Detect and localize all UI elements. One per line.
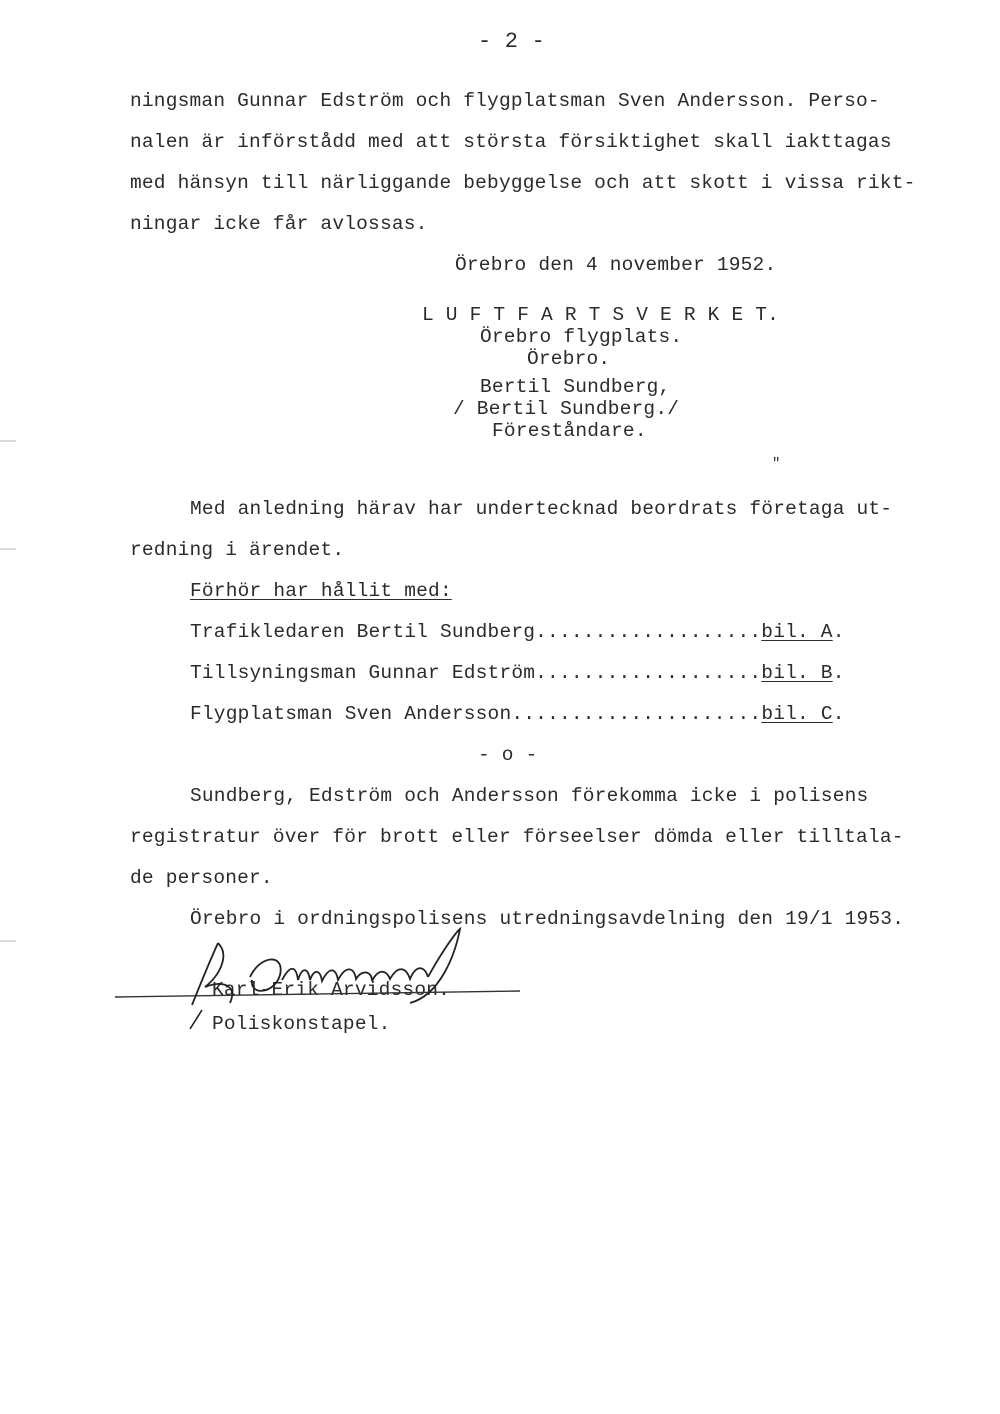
- sender-unit: Örebro flygplats.: [480, 326, 683, 348]
- interview-row: [190, 661, 845, 685]
- signatory-title: Poliskonstapel.: [212, 1013, 391, 1035]
- interview-ref: bil. C: [761, 703, 833, 725]
- signatory-name: Karl-Erik Arvidsson.: [212, 979, 451, 1001]
- interview-row: [190, 702, 845, 726]
- punch-hole-mark: [0, 548, 16, 550]
- interviews-heading: Förhör har hållit med:: [190, 580, 452, 602]
- paragraph-1-line-2: nalen är införstådd med att största försiktighet skall iakttagas: [130, 131, 892, 153]
- handwritten-signature: [110, 925, 540, 1035]
- sender-name: Bertil Sundberg,: [480, 376, 671, 398]
- closing-mark: ": [772, 456, 781, 472]
- interview-dots: ...................: [535, 621, 762, 643]
- dateline-1953: Örebro i ordningspolisens utredningsavdelning den 19/1 1953.: [190, 908, 905, 930]
- separator: - o -: [478, 744, 538, 766]
- paragraph-3-line-2: registratur över för brott eller förseelser dömda eller tilltala-: [130, 826, 904, 848]
- paragraph-1-line-3: med hänsyn till närliggande bebyggelse och att skott i vissa rikt-: [130, 172, 916, 194]
- page-number: - 2 -: [478, 29, 546, 54]
- interview-dots: ...................: [535, 662, 762, 684]
- interview-name: Trafikledaren Bertil Sundberg: [190, 621, 536, 643]
- punch-hole-mark: [0, 940, 16, 942]
- sender-city: Örebro.: [527, 348, 611, 370]
- paragraph-3-line-3: de personer.: [130, 867, 273, 889]
- sender-name-copy: / Bertil Sundberg./: [453, 398, 680, 420]
- interview-name: Tillsyningsman Gunnar Edström: [190, 662, 536, 684]
- interview-ref: bil. A: [761, 621, 833, 643]
- paragraph-1-line-4: ningar icke får avlossas.: [130, 213, 428, 235]
- interview-name: Flygplatsman Sven Andersson: [190, 703, 512, 725]
- dateline-1952: Örebro den 4 november 1952.: [455, 254, 777, 276]
- paragraph-2-line-2: redning i ärendet.: [130, 539, 345, 561]
- interview-dots: .....................: [511, 703, 762, 725]
- interview-ref: bil. B: [761, 662, 833, 684]
- sender-title: Föreståndare.: [492, 420, 647, 442]
- paragraph-3-line-1: Sundberg, Edström och Andersson förekomma icke i polisens: [190, 785, 869, 807]
- interview-ref-end: .: [832, 621, 845, 643]
- interview-ref-end: .: [832, 662, 845, 684]
- paragraph-1-line-1: ningsman Gunnar Edström och flygplatsman Sven Andersson. Perso-: [130, 90, 880, 112]
- punch-hole-mark: [0, 440, 16, 442]
- interview-ref-end: .: [832, 703, 845, 725]
- paragraph-2-line-1: Med anledning härav har undertecknad beordrats företaga ut-: [190, 498, 893, 520]
- interview-row: [190, 620, 845, 644]
- sender-organization: L U F T F A R T S V E R K E T.: [422, 304, 780, 326]
